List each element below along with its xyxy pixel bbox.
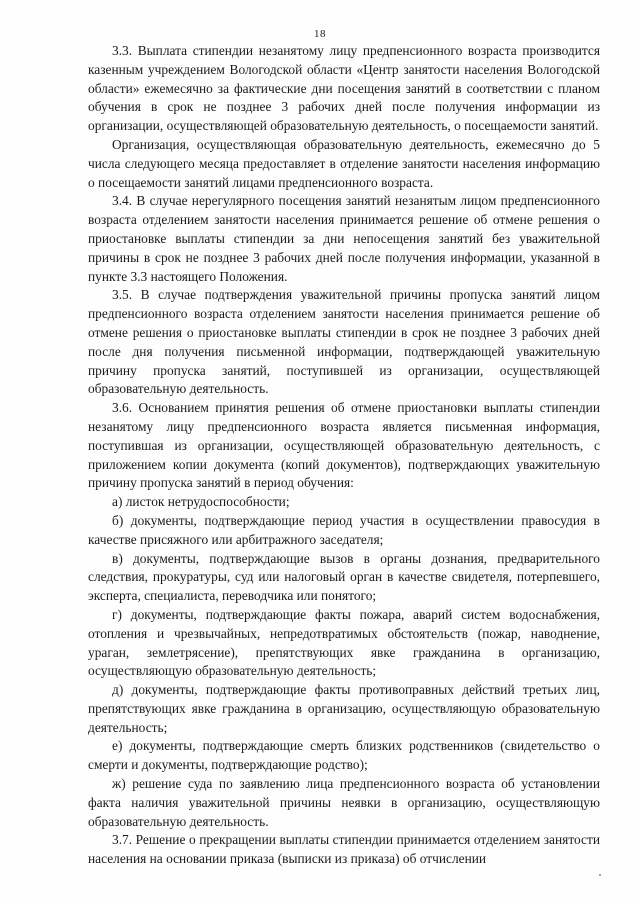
page-number: 18 <box>314 28 326 40</box>
list-item-v: в) документы, подтверждающие вызов в органы дознания, предварительного следствия, прокуратуры, суд или налоговый орган в качестве свидетеля, потерпевшего, эксперта, специалиста, переводчика или понятого; <box>88 550 600 604</box>
paragraph-3-4: 3.4. В случае нерегулярного посещения занятий незанятым лицом предпенсионного возраста отделением занятости населения принимается решение об отмене решения о приостановке выплаты стипендии за дни непосещения занятий без уважительной причины в срок не позднее 3 рабочих дней после получения информации, указанной в пункте 3.3 настоящего Положения. <box>88 193 600 284</box>
paragraph-3-6: 3.6. Основанием принятия решения об отмене приостановки выплаты стипендии незанятому лицу предпенсионного возраста является письменная информация, поступившая из организации, осуществляющей образовательную деятельность, с приложением копии документа (копий документов), подтверждающих уважительную причину пропуска занятий в период обучения: <box>88 400 600 491</box>
document-body <box>88 42 600 869</box>
list-item-zh: ж) решение суда по заявлению лица предпенсионного возраста об установлении факта наличия уважительной причины неявки в организацию, осуществляющую образовательную деятельность. <box>88 776 600 829</box>
list-item-b: б) документы, подтверждающие период участия в осуществлении правосудия в качестве присяжного или арбитражного заседателя; <box>88 512 600 547</box>
list-item-d: д) документы, подтверждающие факты противоправных действий третьих лиц, препятствующих явке гражданина в организацию, осуществляющую образовательную деятельность; <box>88 682 600 735</box>
list-item-e: е) документы, подтверждающие смерть близких родственников (свидетельство о смерти и документы, подтверждающие родство); <box>88 738 600 773</box>
paragraph-3-3: 3.3. Выплата стипендии незанятому лицу предпенсионного возраста производится казенным учреждением Вологодской области «Центр занятости населения Вологодской области» ежемесячно за фактические дни посещения занятий в соответствии с планом обучения в срок не позднее 3 рабочих дней после получения информации из организации, осуществляющей образовательную деятельность, о посещаемости занятий. <box>88 43 600 134</box>
list-item-a: а) листок нетрудоспособности; <box>112 494 290 510</box>
paragraph-3-3-continued: Организация, осуществляющая образовательную деятельность, ежемесячно до 5 числа следующего месяца предоставляет в отделение занятости населения информацию о посещаемости занятий лицами предпенсионного возраста. <box>88 136 600 190</box>
paragraph-3-7: 3.7. Решение о прекращении выплаты стипендии принимается отделением занятости населения на основании приказа (выписки из приказа) об отчислении <box>88 832 600 867</box>
paragraph-3-5: 3.5. В случае подтверждения уважительной причины пропуска занятий лицом предпенсионного возраста отделением занятости населения принимается решение об отмене решения о приостановке выплаты стипендии в срок не позднее 3 рабочих дней после дня получения письменной информации, подтверждающей уважительную причину пропуска занятий, поступившей из организации, осуществляющей образовательную деятельность. <box>88 287 600 397</box>
scan-speck <box>599 874 601 876</box>
list-item-g: г) документы, подтверждающие факты пожара, аварий систем водоснабжения, отопления и чрезвычайных, непредотвратимых обстоятельств (пожар, наводнение, ураган, землетрясение), препятствующих явке гражданина в организацию, осуществляющую образовательную деятельность; <box>88 606 600 679</box>
